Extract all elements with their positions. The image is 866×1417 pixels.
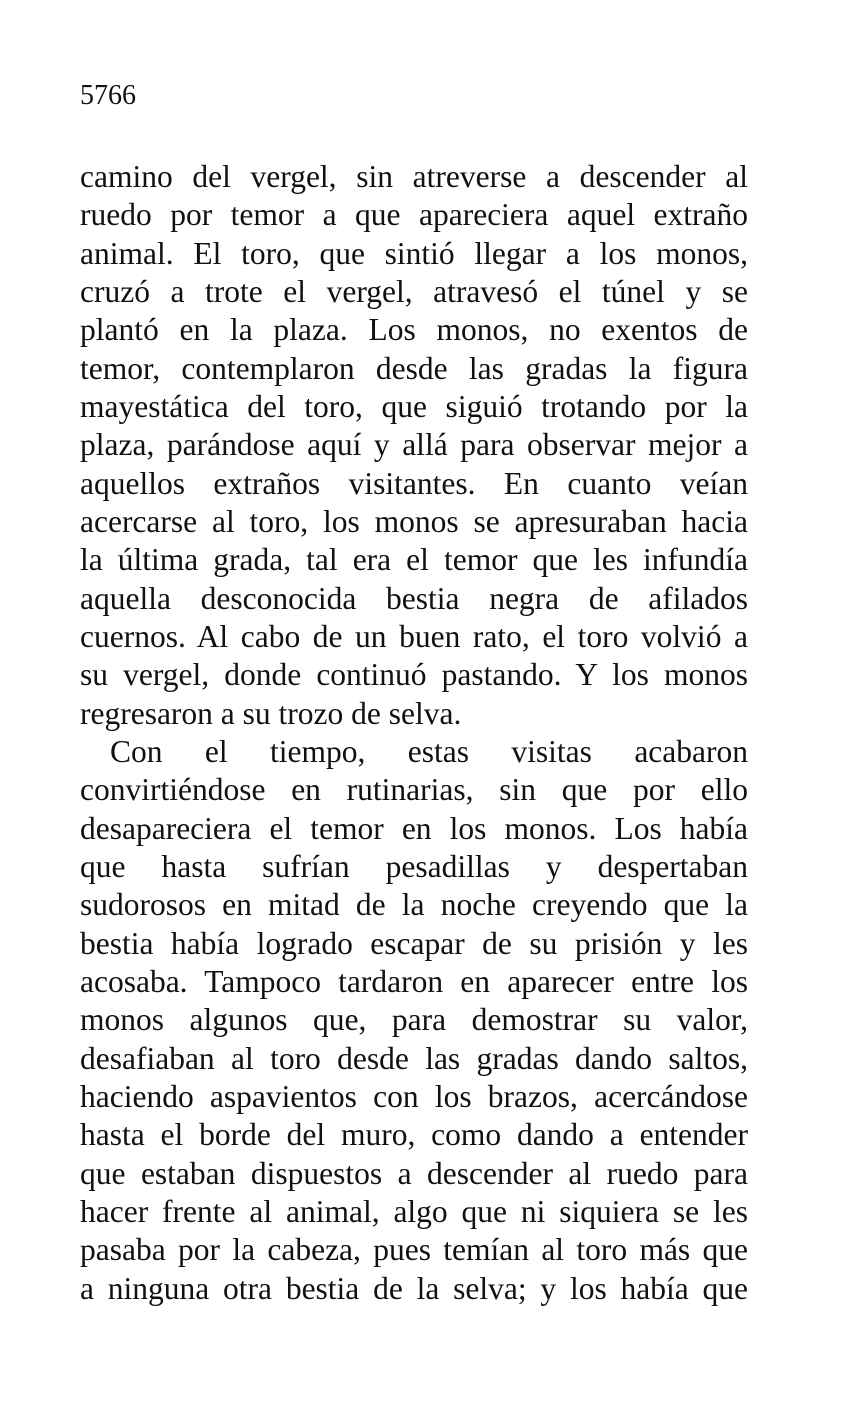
text-line: bestia había logrado escapar de su prisión y les bbox=[80, 925, 748, 961]
body-text bbox=[80, 158, 748, 1308]
text-line: ruedo por temor a que apareciera aquel extraño bbox=[80, 197, 748, 233]
paragraph-first-line: Con el tiempo, estas visitas acabaron bbox=[110, 733, 748, 769]
text-line: desafiaban al toro desde las gradas dando saltos, bbox=[80, 1040, 748, 1076]
text-line: la última grada, tal era el temor que les infundía bbox=[80, 542, 748, 578]
text-line: cruzó a trote el vergel, atravesó el túnel y se bbox=[80, 273, 748, 309]
text-line: aquella desconocida bestia negra de afilados bbox=[80, 580, 748, 616]
text-line: pasaba por la cabeza, pues temían al toro más que bbox=[80, 1232, 748, 1268]
text-line: acosaba. Tampoco tardaron en aparecer entre los bbox=[80, 963, 748, 999]
text-line: aquellos extraños visitantes. En cuanto veían bbox=[80, 465, 748, 501]
text-line: cuernos. Al cabo de un buen rato, el toro volvió a bbox=[80, 618, 748, 654]
text-line: que estaban dispuestos a descender al ruedo para bbox=[80, 1155, 748, 1191]
text-line: convirtiéndose en rutinarias, sin que por ello bbox=[80, 772, 748, 808]
text-line: plaza, parándose aquí y allá para observar mejor a bbox=[80, 427, 748, 463]
text-line: monos algunos que, para demostrar su valor, bbox=[80, 1002, 748, 1038]
text-line: a ninguna otra bestia de la selva; y los había que bbox=[80, 1270, 748, 1306]
text-line: desapareciera el temor en los monos. Los había bbox=[80, 810, 748, 846]
text-line: acercarse al toro, los monos se apresuraban hacia bbox=[80, 503, 748, 539]
text-line: haciendo aspavientos con los brazos, acercándose bbox=[80, 1078, 748, 1114]
text-line: sudorosos en mitad de la noche creyendo que la bbox=[80, 887, 748, 923]
text-line: regresaron a su trozo de selva. bbox=[80, 695, 462, 731]
text-line: camino del vergel, sin atreverse a descender al bbox=[80, 159, 748, 194]
text-line: animal. El toro, que sintió llegar a los monos, bbox=[80, 235, 748, 271]
text-line: hacer frente al animal, algo que ni siquiera se les bbox=[80, 1193, 748, 1229]
page-number: 5766 bbox=[80, 80, 136, 111]
text-line: plantó en la plaza. Los monos, no exentos de bbox=[80, 312, 748, 348]
text-line: que hasta sufrían pesadillas y despertaban bbox=[80, 848, 748, 884]
text-line: su vergel, donde continuó pastando. Y los monos bbox=[80, 657, 748, 693]
text-line: temor, contemplaron desde las gradas la figura bbox=[80, 350, 748, 386]
text-line: hasta el borde del muro, como dando a entender bbox=[80, 1117, 748, 1153]
text-line: mayestática del toro, que siguió trotando por la bbox=[80, 388, 748, 424]
